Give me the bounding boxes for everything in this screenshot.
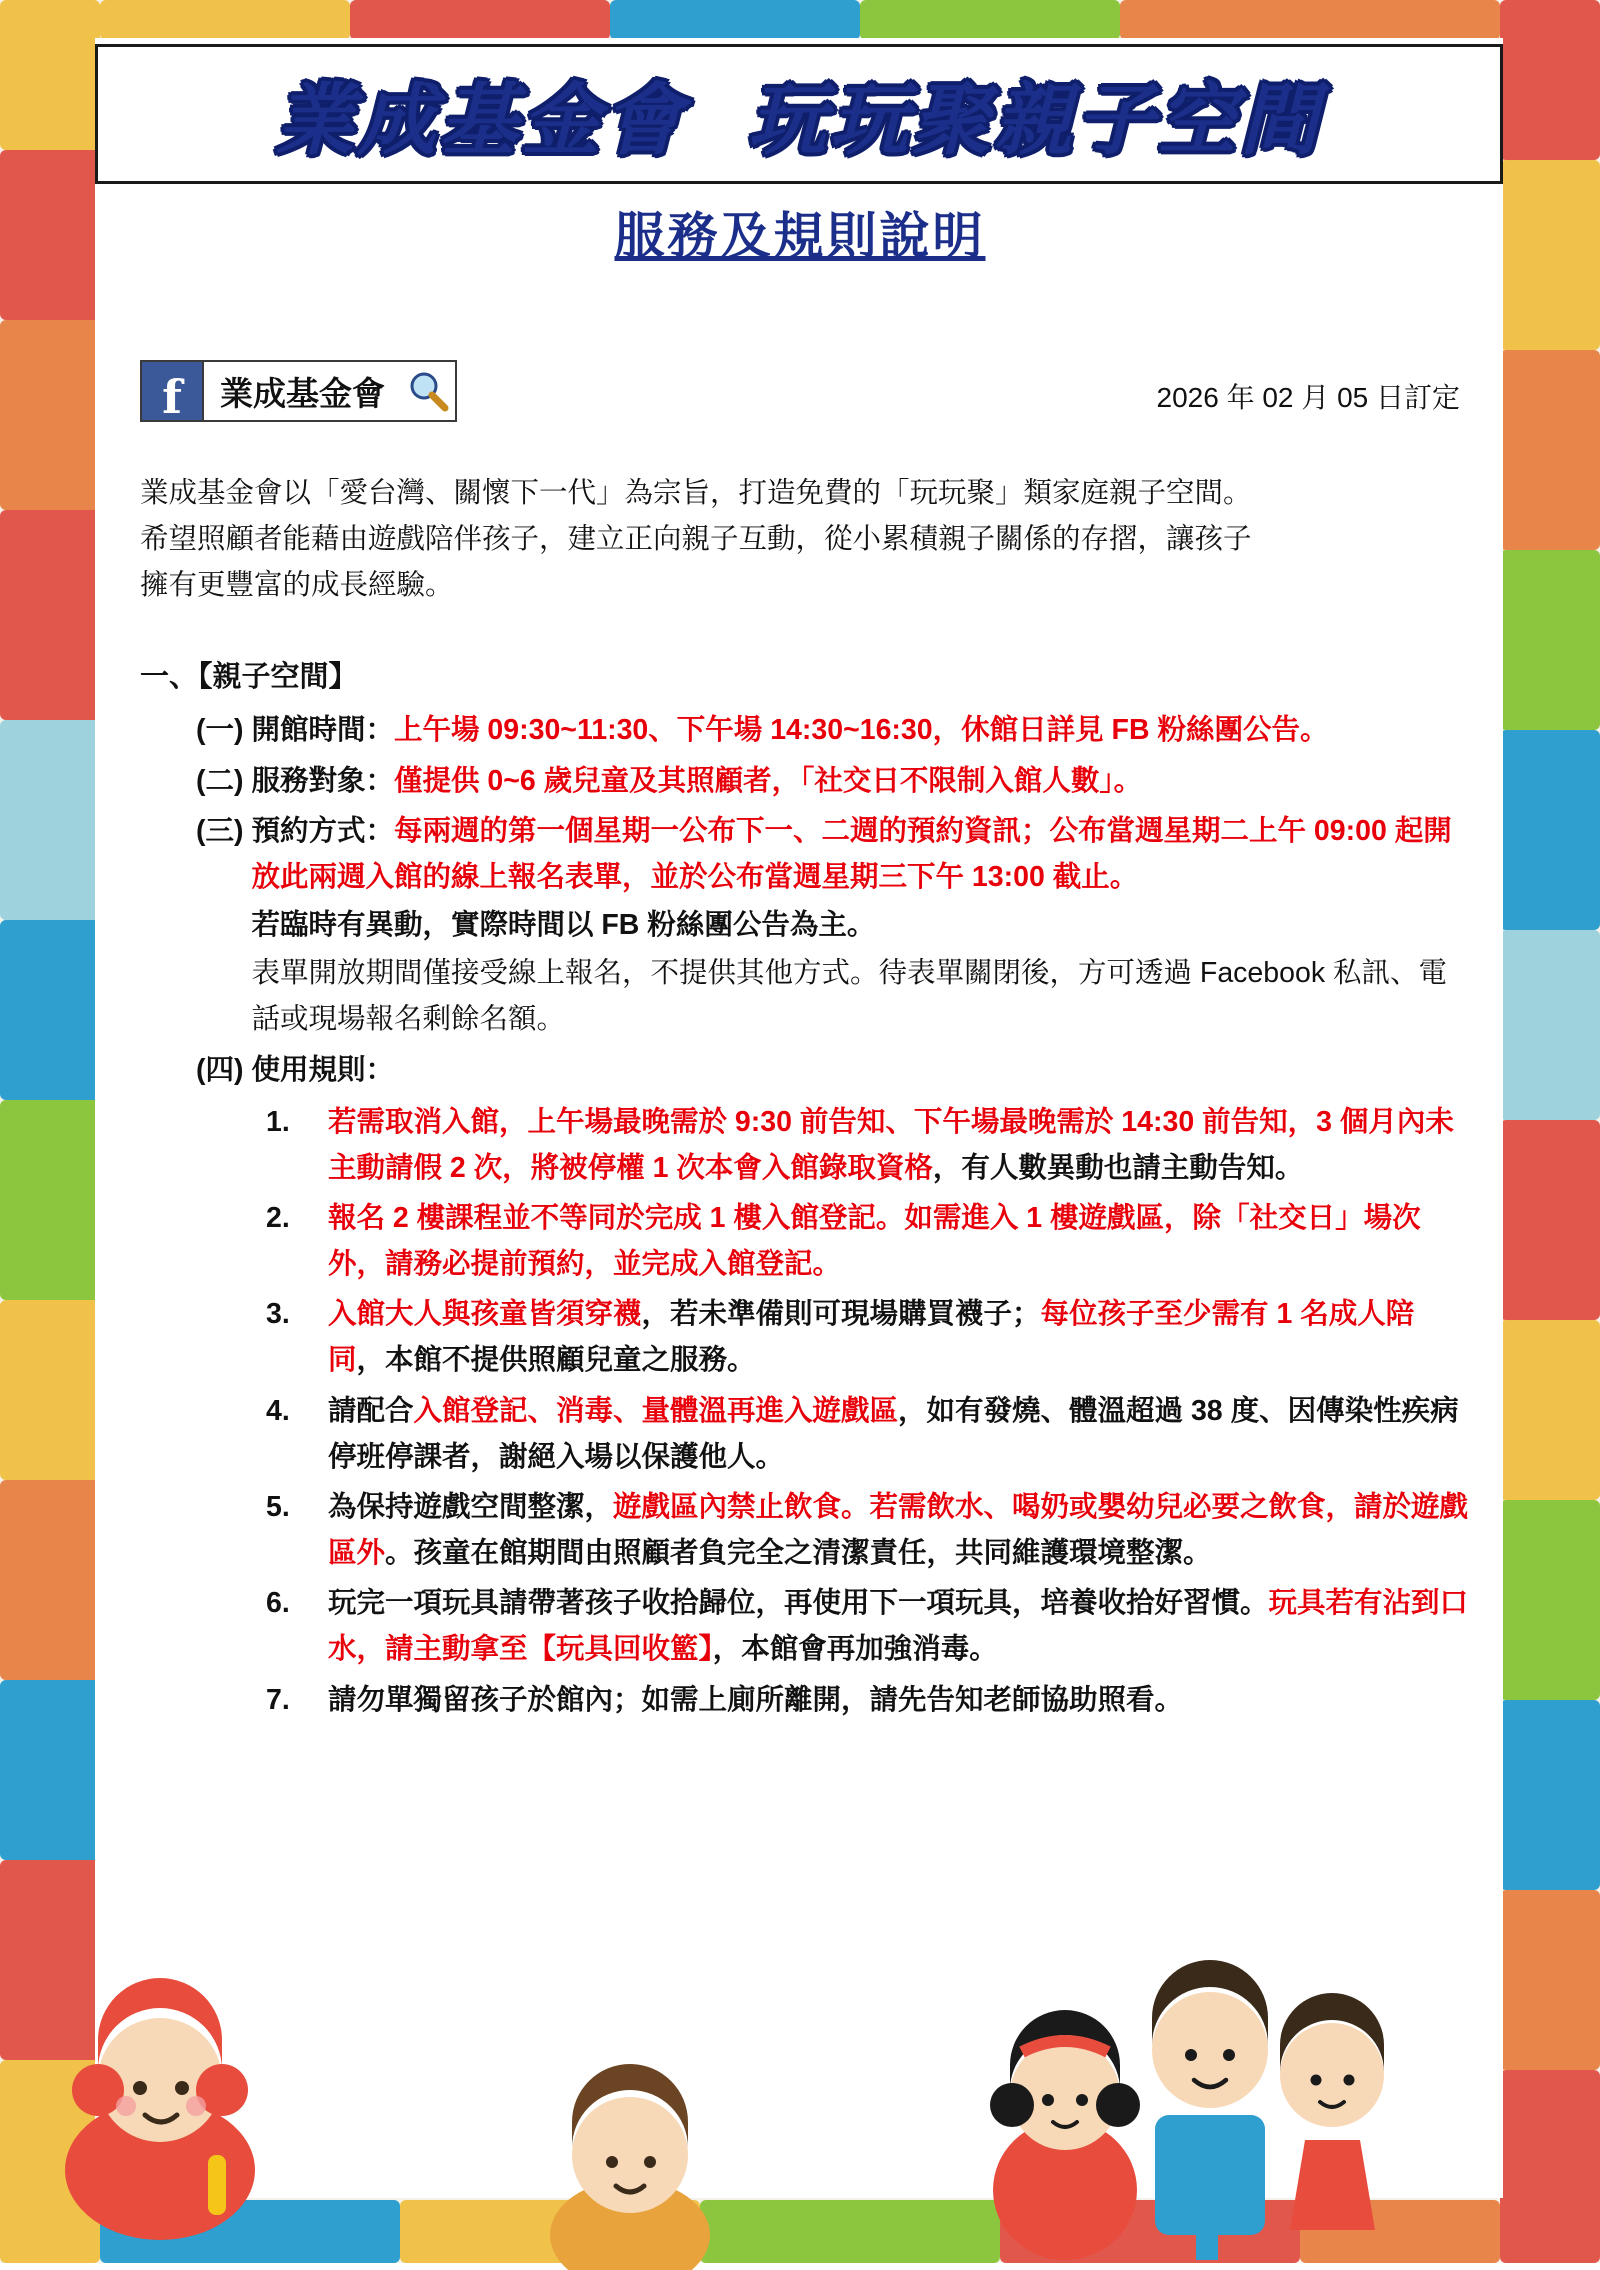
rule-normal: ，若未準備則可現場購買襪子；: [641, 1298, 1041, 1331]
item-label: 服務對象：: [251, 764, 394, 797]
search-icon[interactable]: [399, 362, 455, 420]
rule-text: [328, 1195, 1470, 1287]
rule-normal: ，本館會再加強消毒。: [712, 1633, 998, 1666]
decor-block: [1500, 1320, 1600, 1500]
rule-emphasis: 遊戲區內禁止飲食。若需飲水、喝奶或嬰幼兒必要之飲食，請於遊戲區外: [328, 1490, 1469, 1570]
rule-item: [258, 1677, 1470, 1723]
rule-emphasis: 入館登記、消毒、量體溫再進入遊戲區: [413, 1394, 899, 1427]
decor-block: [0, 920, 100, 1100]
rule-text: [328, 1099, 1470, 1191]
item-marker: (四): [196, 1053, 244, 1086]
fb-page-name: 業成基金會: [220, 374, 385, 412]
decor-block: [860, 0, 1120, 40]
poster-banner: [95, 44, 1503, 184]
decor-block: [1500, 1700, 1600, 1890]
rule-number: 1.: [266, 1105, 290, 1138]
decor-block: [0, 1100, 100, 1300]
decor-block: [0, 1480, 100, 1680]
rules-list: [196, 1099, 1470, 1723]
intro-paragraph: [140, 470, 1470, 608]
rule-normal: 請配合: [328, 1394, 414, 1427]
rule-item: [258, 1099, 1470, 1191]
section-heading: 一、【親子空間】: [140, 661, 358, 694]
item-text: [251, 707, 1470, 753]
decor-block: [1500, 730, 1600, 930]
decor-block: [0, 320, 100, 510]
section-items: [140, 707, 1470, 1722]
document-content: [140, 470, 1470, 1723]
rule-normal: ，有人數異動也請主動告知。: [932, 1151, 1304, 1184]
rule-normal: ，如有發燒、體溫超過 38 度、因傳染性疾病停班停課者，謝絕入場以保護他人。: [328, 1394, 1459, 1473]
decor-block: [1500, 1500, 1600, 1700]
banner-title-right: 玩玩聚親子空間: [748, 76, 1323, 166]
rule-text: [328, 1677, 1470, 1723]
children-group-illustration: [960, 1900, 1480, 2260]
banner-title: [276, 58, 1322, 170]
item-marker: (一): [196, 714, 244, 747]
decor-block: [1500, 1120, 1600, 1320]
facebook-icon: f: [142, 362, 204, 420]
decor-block: [1500, 1890, 1600, 2070]
fb-row: [140, 360, 1460, 424]
decor-block: [1500, 930, 1600, 1120]
rule-normal: 為保持遊戲空間整潔，: [328, 1490, 614, 1523]
item-label: 使用規則：: [251, 1053, 394, 1086]
list-item: [196, 707, 1470, 753]
list-item: [196, 1047, 1470, 1093]
decor-block: [1500, 2070, 1600, 2263]
rule-text: [328, 1580, 1470, 1672]
decor-block: [0, 1300, 100, 1480]
rule-number: 4.: [266, 1394, 290, 1427]
rule-item: [258, 1484, 1470, 1576]
rule-emphasis: 入館大人與孩童皆須穿襪: [328, 1298, 642, 1331]
decor-block: [350, 0, 610, 40]
item-note-plain: 表單開放期間僅接受線上報名，不提供其他方式。待表單關閉後，方可透過 Facebook 私訊、電話或現場報名剩餘名額。: [251, 957, 1447, 1036]
decor-block: [0, 1680, 100, 1860]
item-value: 每兩週的第一個星期一公布下一、二週的預約資訊；公布當週星期二上午 09:00 起開放此兩週入館的線上報名表單，並於公布當週星期三下午 13:00 截止。: [251, 814, 1452, 893]
intro-line-1: 業成基金會以「愛台灣、關懷下一代」為宗旨，打造免費的「玩玩聚」類家庭親子空間。: [140, 477, 1252, 509]
rule-normal: 請勿單獨留孩子於館內；如需上廁所離開，請先告知老師協助照看。: [328, 1683, 1184, 1716]
rule-text: [328, 1484, 1470, 1576]
page-title: 服務及規則說明: [614, 207, 986, 265]
decor-block: [1500, 0, 1600, 160]
decor-block: [1500, 350, 1600, 550]
item-label: 預約方式：: [251, 814, 394, 847]
rule-normal: 玩完一項玩具請帶著孩子收拾歸位，再使用下一項玩具，培養收拾好習慣。: [328, 1587, 1269, 1620]
decor-block: [1120, 0, 1500, 40]
item-label: 開館時間：: [251, 714, 394, 747]
item-value: 上午場 09:30~11:30、下午場 14:30~16:30，休館日詳見 FB 粉絲團公告。: [394, 714, 1329, 747]
rule-normal: ，本館不提供照顧兒童之服務。: [356, 1344, 756, 1377]
facebook-page-badge[interactable]: [140, 360, 457, 425]
girl-illustration-left: [40, 1940, 340, 2240]
rule-number: 5.: [266, 1490, 290, 1523]
rule-number: 3.: [266, 1298, 290, 1331]
rule-item: [258, 1580, 1470, 1672]
item-text: [251, 758, 1470, 804]
rule-emphasis: 報名 2 樓課程並不等同於完成 1 樓入館登記。如需進入 1 樓遊戲區，除「社交日」場次外，請務必提前預約，並完成入館登記。: [328, 1202, 1421, 1281]
decor-block: [610, 0, 860, 40]
item-marker: (二): [196, 764, 244, 797]
intro-line-2: 希望照顧者能藉由遊戲陪伴孩子，建立正向親子互動，從小累積親子關係的存摺，讓孩子: [140, 523, 1252, 556]
rule-text: [328, 1388, 1470, 1480]
item-text: [251, 1047, 1470, 1093]
decor-block: [0, 510, 100, 720]
rule-number: 6.: [266, 1587, 290, 1620]
banner-title-left: 業成基金會: [275, 76, 686, 166]
rule-item: [258, 1291, 1470, 1383]
rule-number: 2.: [266, 1202, 290, 1234]
list-item: [196, 758, 1470, 804]
rule-emphasis: 玩具若有沾到口水，請主動拿至【玩具回收籃】: [328, 1587, 1469, 1666]
decor-block: [1500, 550, 1600, 730]
list-item: [196, 808, 1470, 1043]
issue-date: 2026 年 02 月 05 日訂定: [1156, 382, 1460, 413]
rule-emphasis: 若需取消入館，上午場最晚需於 9:30 前告知、下午場最晚需於 14:30 前告知，3 個月內未主動請假 2 次，將被停權 1 次本會入館錄取資格: [328, 1105, 1454, 1184]
rule-text: [328, 1291, 1470, 1383]
rule-item: [258, 1388, 1470, 1480]
rule-item: [258, 1195, 1470, 1287]
rule-normal: 。孩童在館期間由照顧者負完全之清潔責任，共同維護環境整潔。: [385, 1537, 1212, 1570]
rule-emphasis: 每位孩子至少需有 1 名成人陪同: [328, 1298, 1415, 1377]
item-note-bold: 若臨時有異動，實際時間以 FB 粉絲團公告為主。: [251, 909, 876, 942]
decor-block: [100, 0, 350, 40]
item-marker: (三): [196, 814, 244, 847]
item-text: [251, 808, 1470, 1043]
boy-illustration-center: [520, 2040, 760, 2270]
decor-block: [0, 720, 100, 920]
intro-line-3: 擁有更豐富的成長經驗。: [140, 569, 454, 602]
rule-number: 7.: [266, 1683, 290, 1716]
decor-block: [0, 0, 100, 150]
item-value: 僅提供 0~6 歲兒童及其照顧者，「社交日不限制入館人數」。: [394, 764, 1143, 797]
